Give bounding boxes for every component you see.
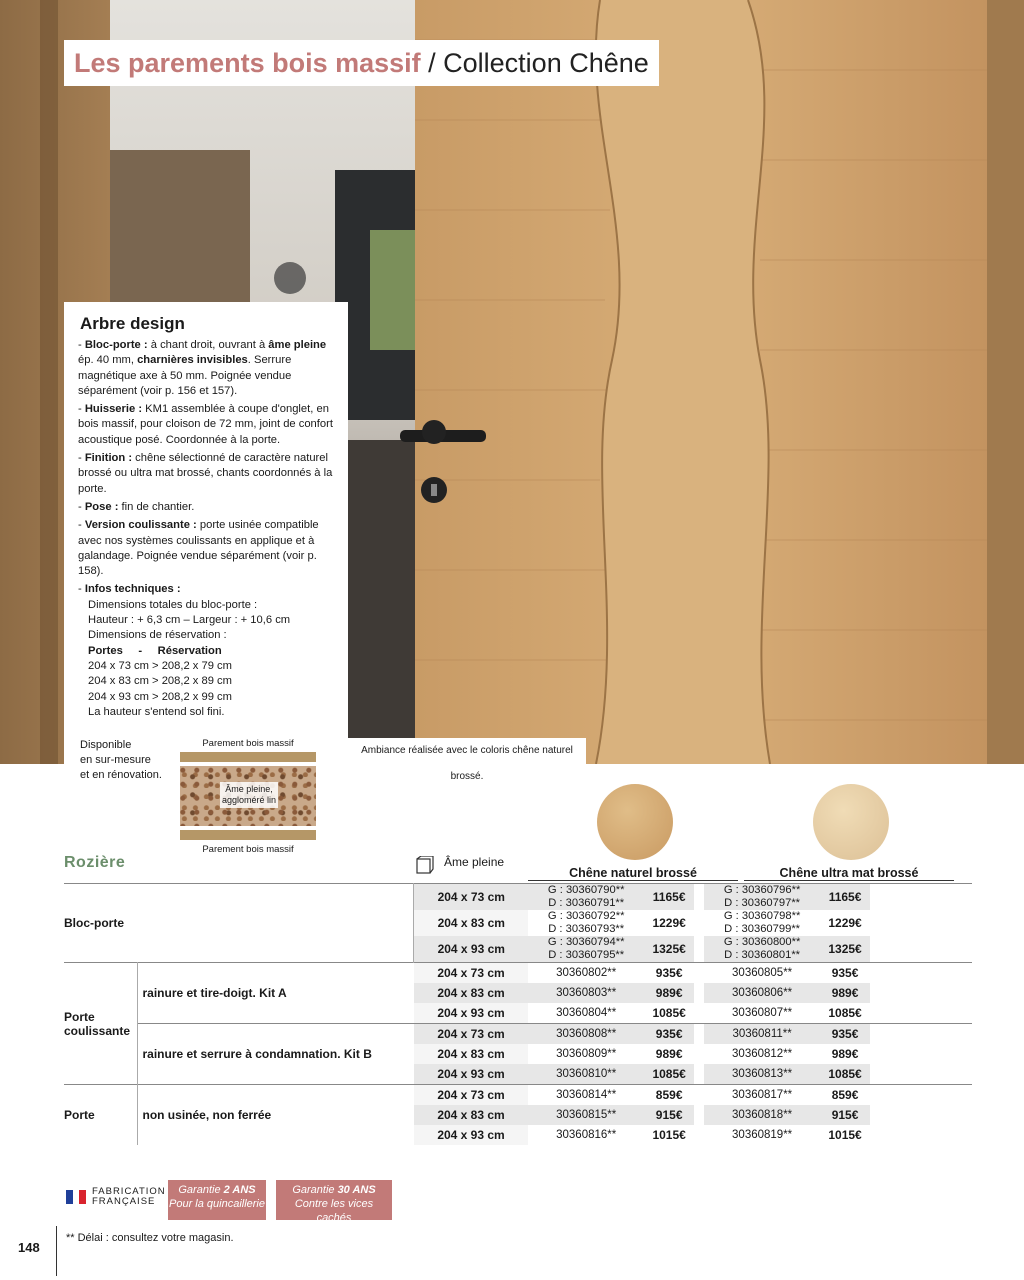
diagram-bottom-layer: [180, 830, 316, 840]
tech-info: - Infos techniques : Dimensions totales du bloc-porte : Hauteur : + 6,3 cm – Largeur : + 10,6 cm Dimensions de réservation : Portes - Réservation 204 x 73 cm > 208,2 x 79 cm 204 x 83 cm > 208,2 x 89 cm 204 x 93 cm > 208,2 x 99 cm La hauteur s'entend sol fini.: [78, 583, 291, 718]
diagram-top-label: Parement bois massif: [202, 738, 294, 749]
title-main: Les parements bois massif: [74, 48, 421, 78]
photo-caption: Ambiance réalisée avec le coloris chêne naturel brossé.: [348, 738, 586, 764]
title-separator: /: [420, 48, 444, 78]
table-row: rainure et serrure à condamnation. Kit B 204 x 73 cm 30360808** 935€ 30360811** 935€: [64, 1024, 972, 1045]
guarantee-30-ans-badge: Garantie 30 ANS Contre les vices cachés: [276, 1180, 392, 1220]
kit-b-label: rainure et serrure à condamnation. Kit B: [142, 1047, 372, 1061]
product-name: Arbre design: [80, 314, 185, 333]
title-sub: Collection Chêne: [443, 48, 649, 78]
row-label-bloc: Bloc-porte: [64, 916, 124, 930]
col-header-naturel: Chêne naturel brossé: [528, 866, 738, 881]
brand-logo: Rozière: [64, 854, 126, 871]
price-table: [64, 883, 972, 1145]
fabrication-francaise: FABRICATION FRANÇAISE: [92, 1186, 166, 1207]
spec-list: [78, 338, 340, 723]
guarantee-2-ans-badge: Garantie 2 ANS Pour la quincaillerie: [168, 1180, 266, 1220]
table-row: 204 x 83 cm G : 30360792** D : 30360793** 1229€ G : 30360798** D : 30360799** 1229€: [64, 910, 972, 936]
availability-note: Disponible en sur-mesure et en rénovation.: [80, 739, 162, 781]
footnote: ** Délai : consultez votre magasin.: [66, 1232, 234, 1244]
table-row: 204 x 93 cm G : 30360794** D : 30360795** 1325€ G : 30360800** D : 30360801** 1325€: [64, 936, 972, 963]
diagram-top-layer: [180, 752, 316, 762]
diagram-bottom-label: Parement bois massif: [202, 844, 294, 855]
table-row: Bloc-porte 204 x 73 cm G : 30360790** D : 30360791** 1165€ G : 30360796** D : 30360797** 1165€: [64, 884, 972, 911]
swatch-naturel: [597, 784, 673, 860]
table-row: Porte coulissante rainure et tire-doigt. Kit A 204 x 73 cm 30360802** 935€ 30360805** 935€: [64, 963, 972, 984]
spec-item: - Pose : fin de chantier.: [78, 500, 195, 513]
diagram-core-label: Âme pleine, aggloméré lin: [220, 782, 278, 808]
page-divider: [56, 1226, 57, 1276]
spec-item: - Version coulissante : porte usinée compatible avec nos systèmes coulissants en applique et à galandage. Poignée vendue séparément (voir p. 158).: [78, 519, 319, 578]
door-core-icon: [416, 856, 434, 874]
french-flag-icon: [66, 1190, 86, 1204]
spec-item: - Finition : chêne sélectionné de caractère naturel brossé ou ultra mat brossé, chants coordonnés à la porte.: [78, 452, 333, 495]
table-row: 204 x 93 cm 30360810** 1085€ 30360813** 1085€: [64, 1064, 972, 1085]
swatch-ultramat: [813, 784, 889, 860]
spec-box: [64, 302, 348, 764]
col-header-ultramat: Chêne ultra mat brossé: [744, 866, 954, 881]
spec-item: - Bloc-porte : à chant droit, ouvrant à âme pleine ép. 40 mm, charnières invisibles. Serrure magnétique axe à 50 mm. Poignée vendue séparément (voir p. 156 et 157).: [78, 339, 327, 397]
core-diagram: [180, 738, 316, 858]
table-row: 204 x 83 cm 30360803** 989€ 30360806** 989€: [64, 983, 972, 1003]
ame-pleine-label: Âme pleine: [444, 855, 505, 869]
table-row: Porte non usinée, non ferrée 204 x 73 cm 30360814** 859€ 30360817** 859€: [64, 1085, 972, 1106]
page-title: [64, 40, 659, 86]
table-row: 204 x 93 cm 30360804** 1085€ 30360807** 1085€: [64, 1003, 972, 1024]
spec-item: - Huisserie : KM1 assemblée à coupe d'onglet, en bois massif, pour cloison de 72 mm, joint de confort acoustique posé. Coordonnée à la porte.: [78, 403, 333, 446]
row-label-porte: Porte: [64, 1108, 95, 1122]
table-row: 204 x 83 cm 30360815** 915€ 30360818** 915€: [64, 1105, 972, 1125]
table-row: 204 x 93 cm 30360816** 1015€ 30360819** 1015€: [64, 1125, 972, 1145]
row-label-coulissante: Porte coulissante: [64, 963, 138, 1085]
page-number: 148: [18, 1240, 40, 1255]
kit-a-label: rainure et tire-doigt. Kit A: [142, 986, 287, 1000]
porte-desc: non usinée, non ferrée: [138, 1085, 414, 1146]
table-row: 204 x 83 cm 30360809** 989€ 30360812** 989€: [64, 1044, 972, 1064]
